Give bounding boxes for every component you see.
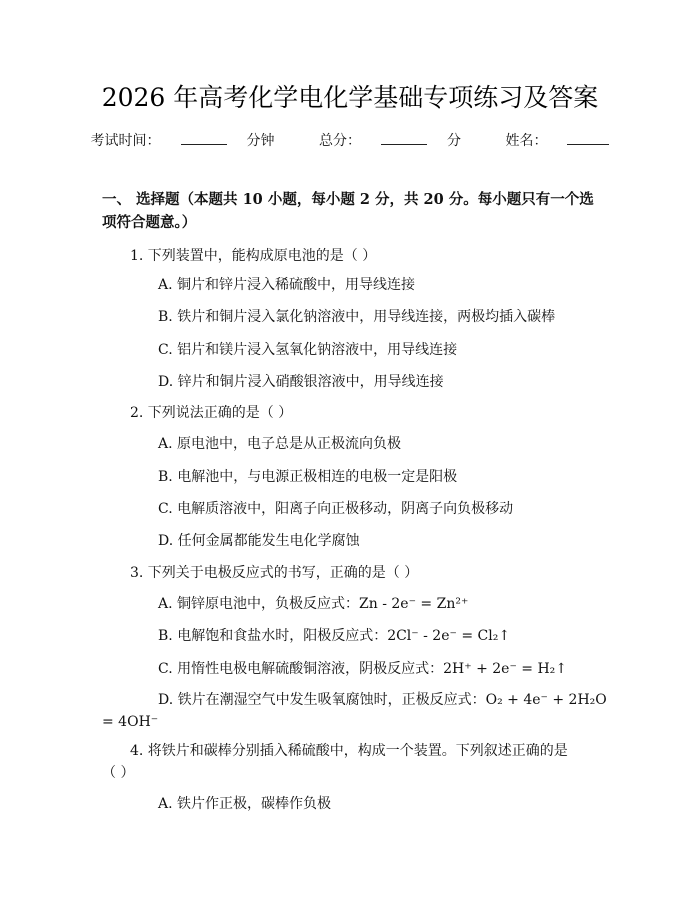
time-label: 考试时间： bbox=[90, 133, 161, 149]
q2-option-b: B. 电解池中，与电源正极相连的电极一定是阳极 bbox=[158, 469, 458, 485]
score-blank[interactable] bbox=[381, 130, 427, 145]
name-blank[interactable] bbox=[567, 130, 609, 145]
q3-option-a: A. 铜锌原电池中，负极反应式：Zn - 2e⁻ = Zn²⁺ bbox=[158, 596, 469, 612]
q3-option-d-continued: = 4OH⁻ bbox=[102, 714, 159, 730]
q2-option-a: A. 原电池中，电子总是从正极流向负极 bbox=[158, 436, 402, 452]
q1-option-c: C. 铝片和镁片浸入氢氧化钠溶液中，用导线连接 bbox=[158, 342, 458, 358]
score-label: 总分： bbox=[319, 133, 361, 149]
exam-meta bbox=[0, 130, 700, 152]
q1-option-d: D. 锌片和铜片浸入硝酸银溶液中，用导线连接 bbox=[158, 374, 444, 390]
time-unit: 分钟 bbox=[246, 133, 275, 149]
score-unit: 分 bbox=[447, 133, 461, 149]
question-1-stem: 1. 下列装置中，能构成原电池的是（ ） bbox=[130, 248, 377, 264]
question-3-stem: 3. 下列关于电极反应式的书写，正确的是（ ） bbox=[130, 565, 419, 581]
q3-option-b: B. 电解饱和食盐水时，阳极反应式：2Cl⁻ - 2e⁻ = Cl₂↑ bbox=[158, 628, 511, 644]
question-4-stem-continued: （ ） bbox=[102, 765, 135, 781]
question-4-stem: 4. 将铁片和碳棒分别插入稀硫酸中，构成一个装置。下列叙述正确的是 bbox=[130, 743, 568, 759]
q4-option-a: A. 铁片作正极，碳棒作负极 bbox=[158, 796, 332, 812]
name-field bbox=[495, 130, 619, 152]
q2-option-c: C. 电解质溶液中，阳离子向正极移动，阴离子向负极移动 bbox=[158, 501, 514, 517]
section-heading: 一、 选择题（本题共 10 小题，每小题 2 分，共 20 分。每小题只有一个选项符合题意。） bbox=[102, 191, 594, 231]
q3-option-c: C. 用惰性电极电解硫酸铜溶液，阴极反应式：2H⁺ + 2e⁻ = H₂↑ bbox=[158, 661, 568, 677]
q1-option-b: B. 铁片和铜片浸入氯化钠溶液中，用导线连接，两极均插入碳棒 bbox=[158, 309, 556, 325]
q1-option-a: A. 铜片和锌片浸入稀硫酸中，用导线连接 bbox=[158, 277, 416, 293]
question-2-stem: 2. 下列说法正确的是（ ） bbox=[130, 405, 293, 421]
q2-option-d: D. 任何金属都能发生电化学腐蚀 bbox=[158, 533, 360, 549]
name-label: 姓名： bbox=[505, 133, 548, 149]
score-field bbox=[309, 130, 471, 152]
time-blank[interactable] bbox=[181, 130, 227, 145]
page-title: 2026 年高考化学电化学基础专项练习及答案 bbox=[101, 83, 599, 112]
q3-option-d: D. 铁片在潮湿空气中发生吸氧腐蚀时，正极反应式：O₂ + 4e⁻ + 2H₂O bbox=[158, 692, 607, 708]
time-field bbox=[81, 130, 285, 152]
